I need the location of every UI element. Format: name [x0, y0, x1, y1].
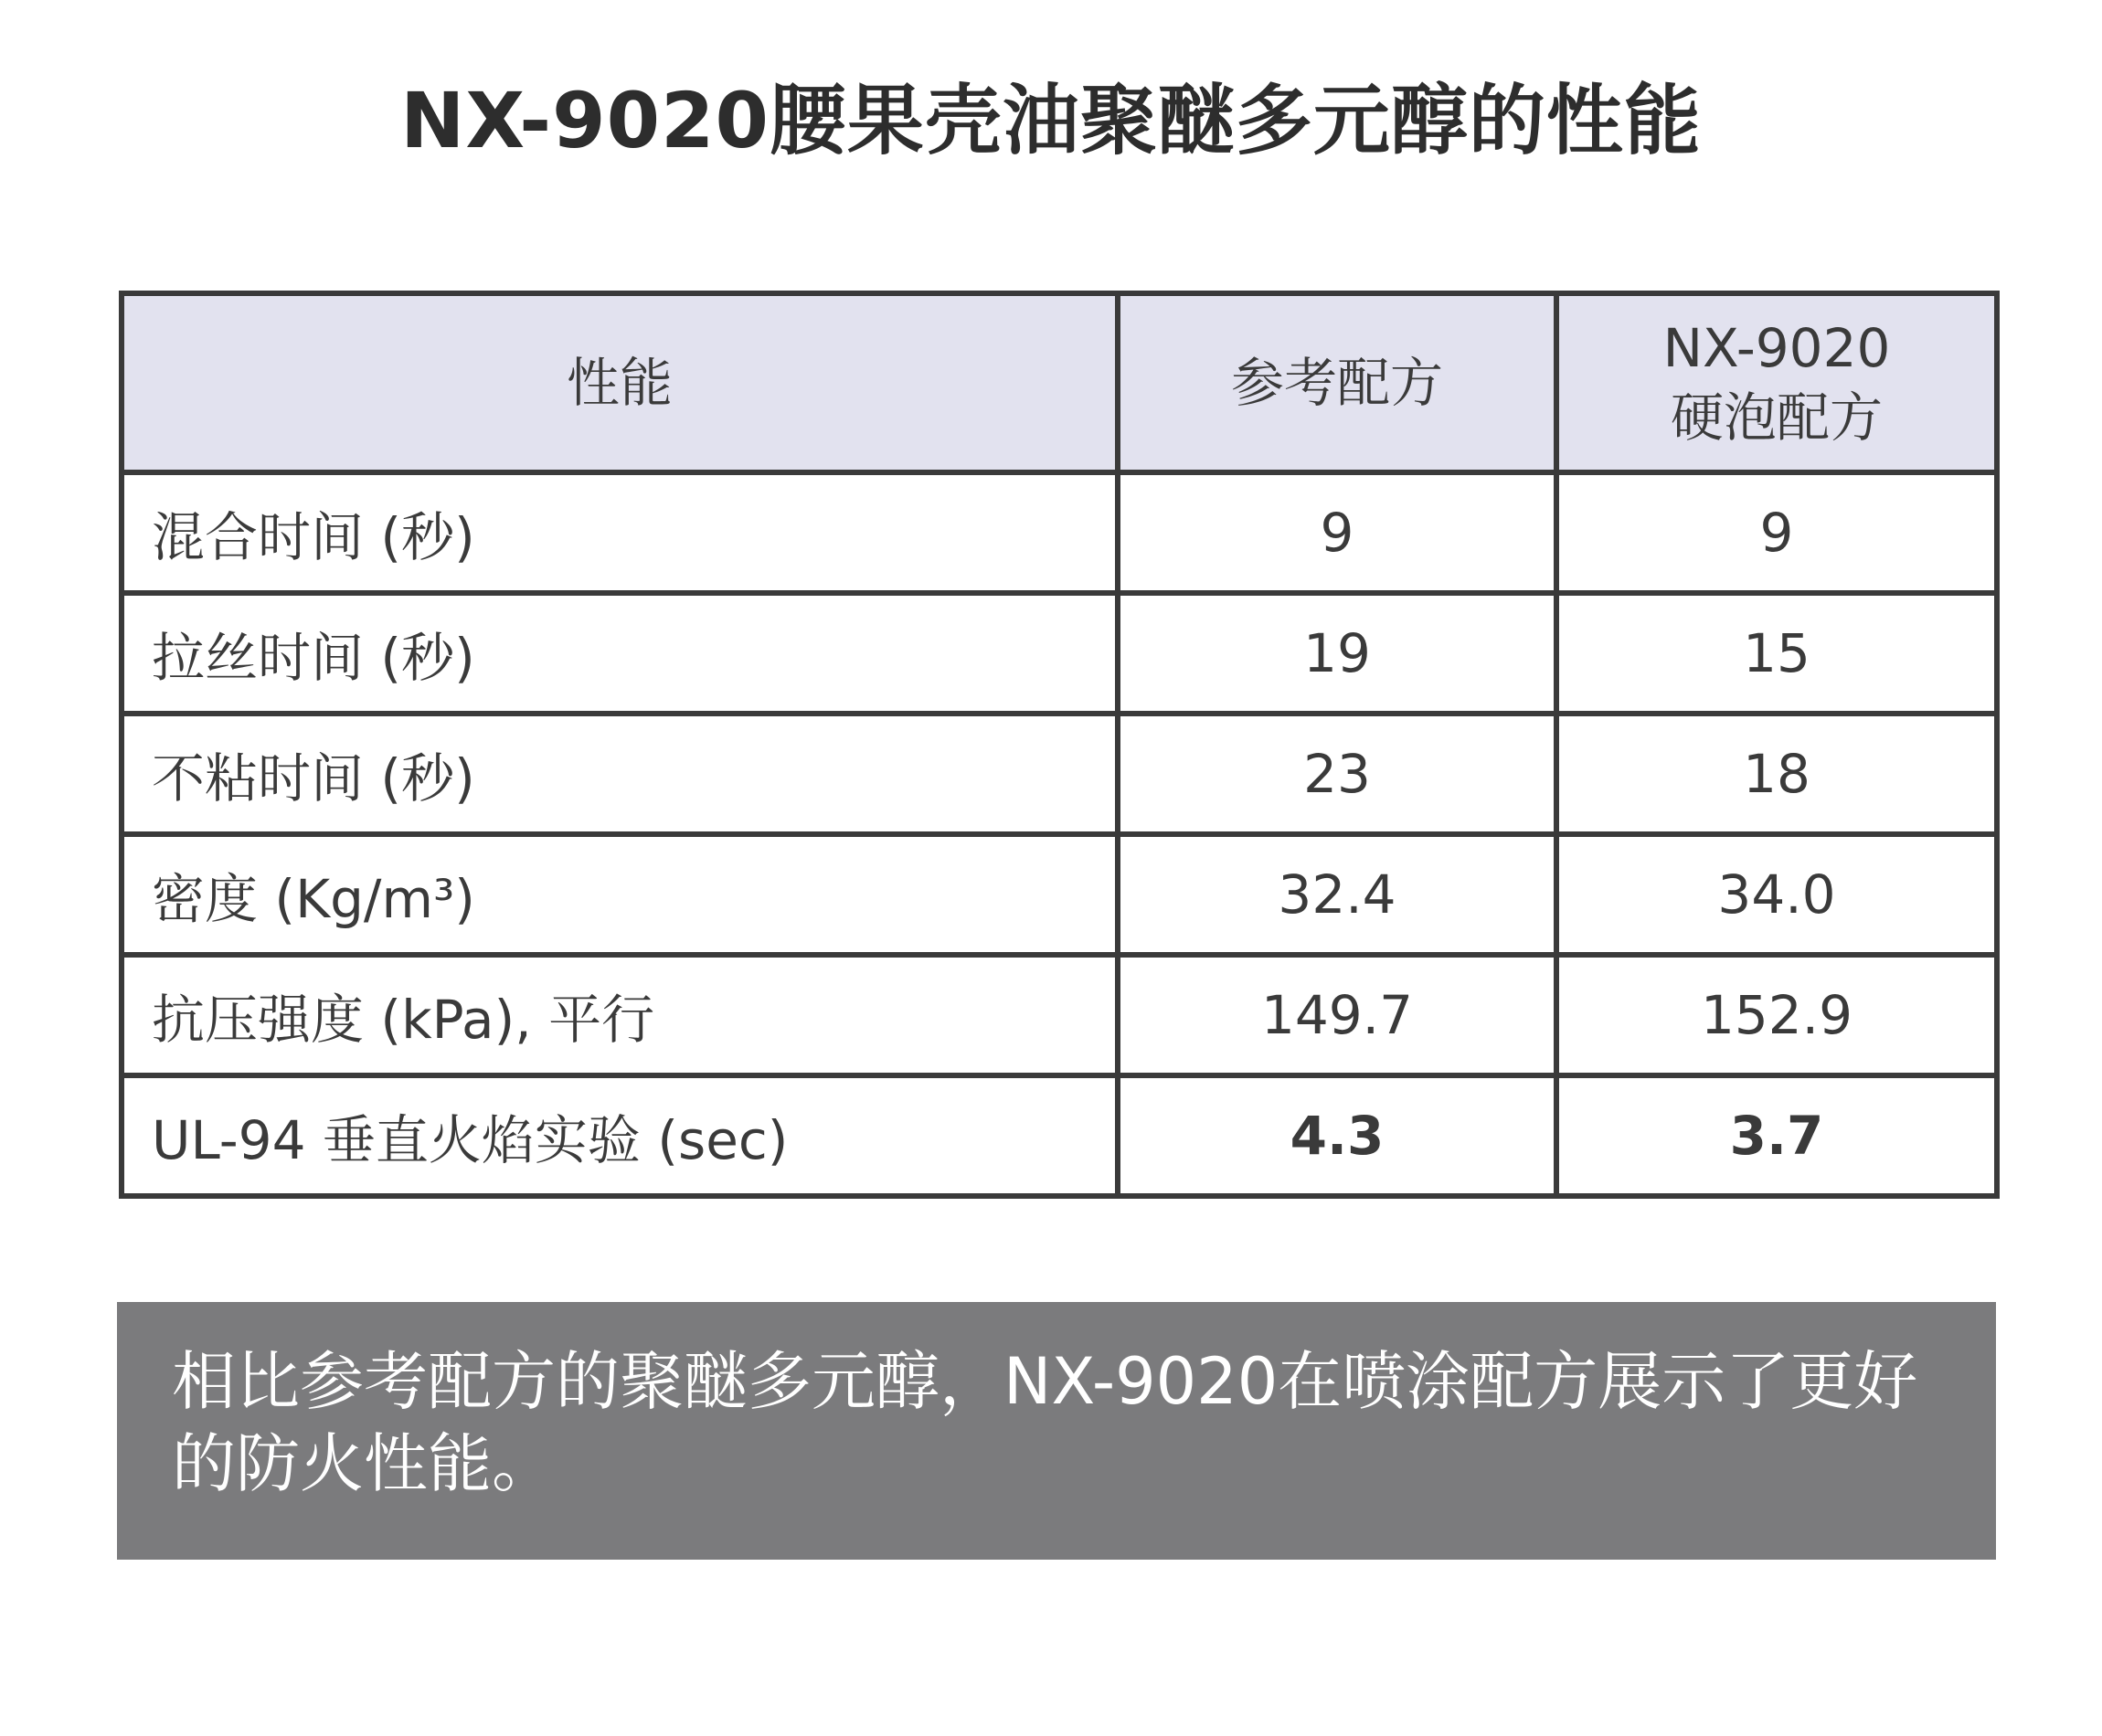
cell-reference: 19 [1118, 593, 1556, 714]
table-header-row [122, 293, 1997, 472]
cell-reference: 23 [1118, 714, 1556, 834]
cell-property: 混合时间 (秒) [122, 472, 1118, 593]
cell-nx9020: 152.9 [1556, 955, 1997, 1075]
table-row [122, 955, 1997, 1075]
header-property: 性能 [122, 293, 1118, 472]
cell-property: UL-94 垂直火焰实验 (sec) [122, 1075, 1118, 1196]
cell-nx9020: 34.0 [1556, 834, 1997, 955]
cell-nx9020: 9 [1556, 472, 1997, 593]
cell-property: 不粘时间 (秒) [122, 714, 1118, 834]
header-nx9020-line1: NX-9020 [1662, 317, 1891, 379]
header-nx9020-line2: 硬泡配方 [1670, 386, 1883, 449]
cell-reference: 32.4 [1118, 834, 1556, 955]
properties-table [119, 291, 2000, 1199]
table-row [122, 714, 1997, 834]
table-row [122, 834, 1997, 955]
header-reference: 参考配方 [1118, 293, 1556, 472]
page-title: NX-9020腰果壳油聚醚多元醇的性能 [400, 76, 1702, 165]
cell-property: 密度 (Kg/m³) [122, 834, 1118, 955]
table-row [122, 472, 1997, 593]
cell-reference: 4.3 [1118, 1075, 1556, 1196]
cell-property: 抗压强度 (kPa), 平行 [122, 955, 1118, 1075]
conclusion-text: 相比参考配方的聚醚多元醇，NX-9020在喷涂配方展示了更好的防火性能。 [172, 1344, 1918, 1501]
header-nx9020 [1556, 293, 1997, 472]
conclusion-box [117, 1302, 1996, 1560]
cell-nx9020: 3.7 [1556, 1075, 1997, 1196]
table-row [122, 593, 1997, 714]
cell-nx9020: 15 [1556, 593, 1997, 714]
cell-reference: 9 [1118, 472, 1556, 593]
cell-property: 拉丝时间 (秒) [122, 593, 1118, 714]
table-row [122, 1075, 1997, 1196]
cell-nx9020: 18 [1556, 714, 1997, 834]
cell-reference: 149.7 [1118, 955, 1556, 1075]
